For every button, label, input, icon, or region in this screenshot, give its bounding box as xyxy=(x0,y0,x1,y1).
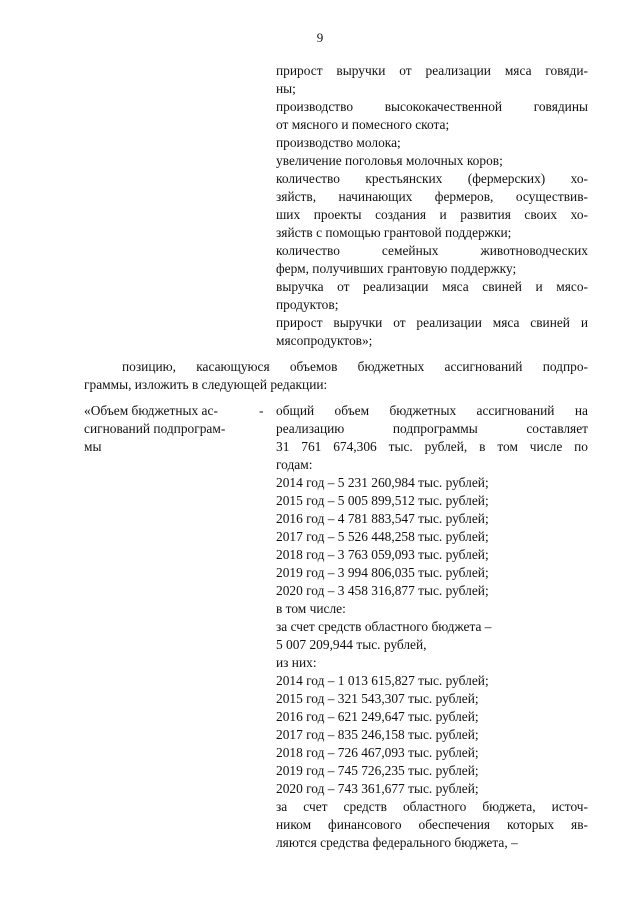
budget-value-line: 5 007 209,944 тыс. рублей, xyxy=(276,637,427,652)
budget-value-line: 2020 год – 3 458 316,877 тыс. рублей; xyxy=(276,583,489,598)
budget-label-column xyxy=(84,402,244,456)
budget-value-line: за счет средств областного бюджета, источ- xyxy=(276,799,588,814)
indicator-line: от мясного и помесного скота; xyxy=(276,117,450,132)
budget-value-line: реализацию подпрограммы составляет xyxy=(276,421,588,436)
indicator-line: производство молока; xyxy=(276,135,401,150)
budget-label-line: «Объем бюджетных ас- xyxy=(84,403,218,418)
indicator-line: количество крестьянских (фермерских) хо- xyxy=(276,171,588,186)
budget-value-line: 2015 год – 5 005 899,512 тыс. рублей; xyxy=(276,493,489,508)
budget-value-line: за счет средств областного бюджета – xyxy=(276,619,492,634)
budget-value-line: 2018 год – 726 467,093 тыс. рублей; xyxy=(276,745,479,760)
indicators-list xyxy=(276,62,588,350)
indicator-line: ших проекты создания и развития своих хо- xyxy=(276,207,588,222)
budget-value-line: из них: xyxy=(276,655,317,670)
paragraph-line: позицию, касающуюся объемов бюджетных ассигнований подпро- xyxy=(122,359,588,374)
indicator-line: количество семейных животноводческих xyxy=(276,243,588,258)
indicator-line: производство высококачественной говядины xyxy=(276,99,588,114)
budget-value-line: ником финансового обеспечения которых яв- xyxy=(276,817,588,832)
budget-value-line: 2017 год – 5 526 448,258 тыс. рублей; xyxy=(276,529,489,544)
budget-value-line: 2019 год – 745 726,235 тыс. рублей; xyxy=(276,763,479,778)
budget-value-line: 31 761 674,306 тыс. рублей, в том числе по xyxy=(276,439,588,454)
budget-value-line: 2014 год – 5 231 260,984 тыс. рублей; xyxy=(276,475,489,490)
budget-value-line: 2020 год – 743 361,677 тыс. рублей; xyxy=(276,781,479,796)
budget-value-line: 2016 год – 621 249,647 тыс. рублей; xyxy=(276,709,479,724)
paragraph-line: граммы, изложить в следующей редакции: xyxy=(84,377,328,392)
indicator-line: ны; xyxy=(276,81,296,96)
budget-label-line: сигнований подпрограм- xyxy=(84,421,226,436)
budget-value-line: 2015 год – 321 543,307 тыс. рублей; xyxy=(276,691,479,706)
indicator-line: зяйств с помощью грантовой поддержки; xyxy=(276,225,512,240)
indicator-line: выручка от реализации мяса свиней и мясо- xyxy=(276,279,588,294)
page-number: 9 xyxy=(316,30,324,45)
indicator-line: увеличение поголовья молочных коров; xyxy=(276,153,503,168)
body-paragraph xyxy=(84,358,588,394)
indicator-line: ферм, получивших грантовую поддержку; xyxy=(276,261,517,276)
budget-value-line: 2016 год – 4 781 883,547 тыс. рублей; xyxy=(276,511,489,526)
budget-value-line: 2019 год – 3 994 806,035 тыс. рублей; xyxy=(276,565,489,580)
budget-value-line: годам: xyxy=(276,457,313,472)
budget-value-line: в том числе: xyxy=(276,601,346,616)
budget-value-line: общий объем бюджетных ассигнований на xyxy=(276,403,588,418)
column-separator: - xyxy=(259,403,264,418)
indicator-line: прирост выручки от реализации мяса говяди- xyxy=(276,63,588,78)
budget-values-column xyxy=(276,402,588,852)
budget-value-line: 2017 год – 835 246,158 тыс. рублей; xyxy=(276,727,479,742)
budget-value-line: ляются средства федерального бюджета, – xyxy=(276,835,518,850)
budget-value-line: 2018 год – 3 763 059,093 тыс. рублей; xyxy=(276,547,489,562)
budget-value-line: 2014 год – 1 013 615,827 тыс. рублей; xyxy=(276,673,489,688)
indicator-line: прирост выручки от реализации мяса свиней и xyxy=(276,315,588,330)
budget-label-line: мы xyxy=(84,439,102,454)
indicator-line: продуктов; xyxy=(276,297,339,312)
indicator-line: мясопродуктов»; xyxy=(276,333,373,348)
indicator-line: зяйств, начинающих фермеров, осуществив- xyxy=(276,189,588,204)
